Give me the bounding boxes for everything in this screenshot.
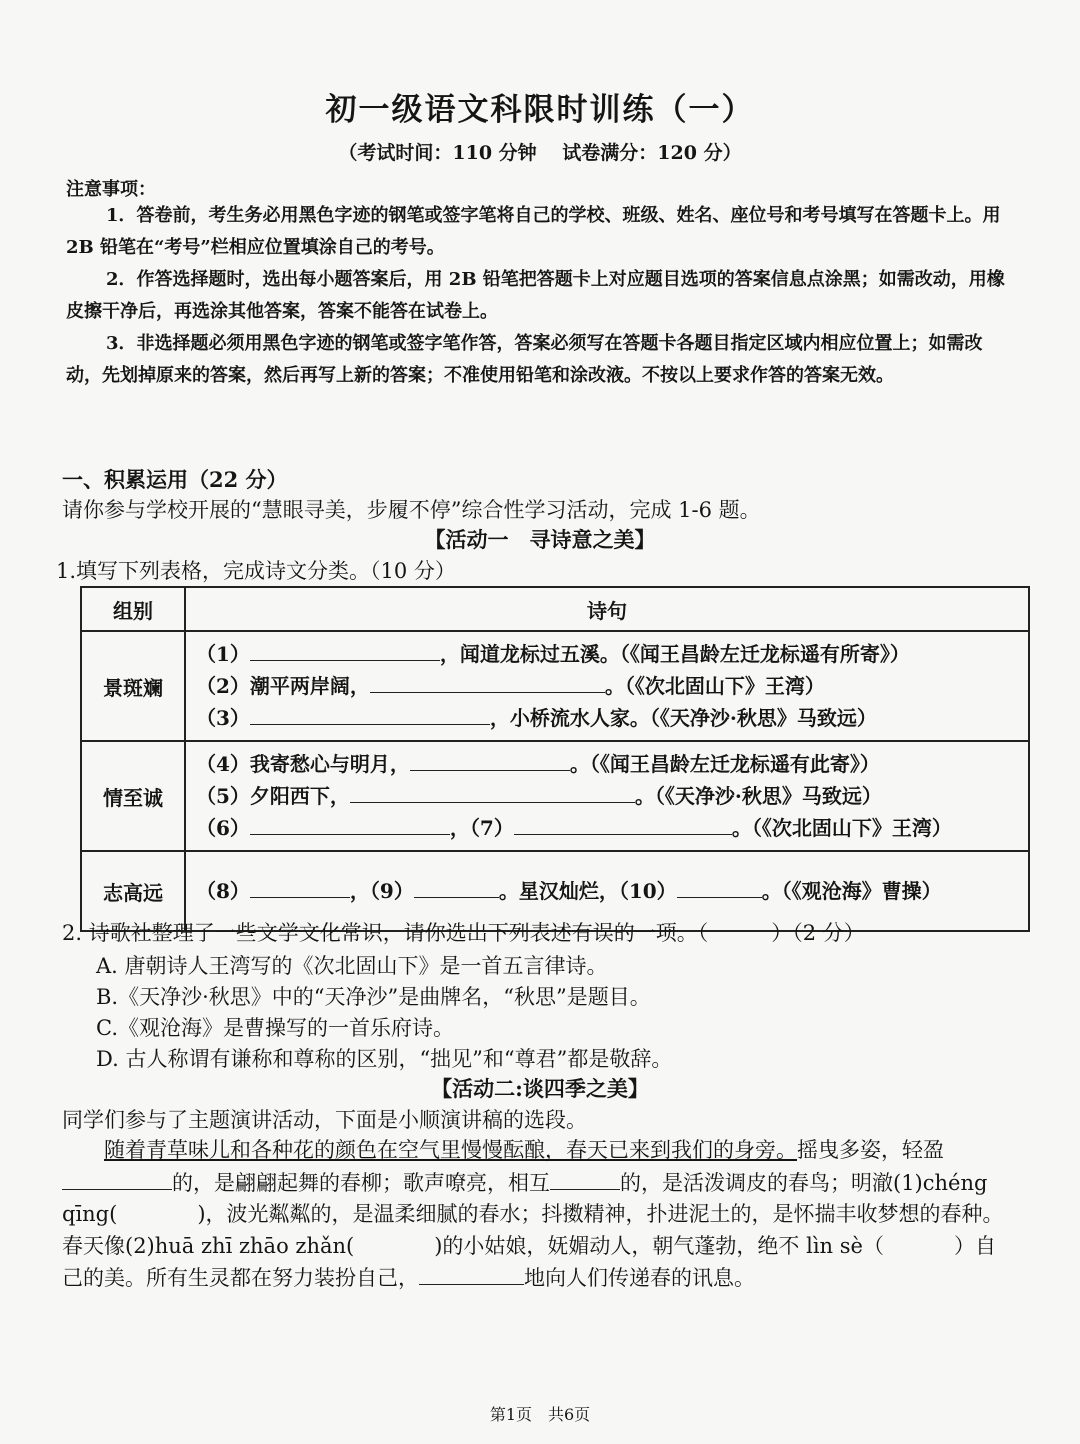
poem-line-8 xyxy=(196,875,1018,907)
option-d: D. 古人称谓有谦称和尊称的区别，“拙见”和“尊君”都是敬辞。 xyxy=(96,1047,673,1071)
passage-text: ）自己的美。所有生灵都在努力装扮自己， xyxy=(62,1233,996,1290)
answer-blank[interactable] xyxy=(414,875,499,898)
exam-info: （考试时间：110 分钟 试卷满分：120 分） xyxy=(338,142,742,164)
poem-line-6 xyxy=(196,812,1018,844)
line-prefix: （5）夕阳西下， xyxy=(196,784,350,808)
poem-line-1 xyxy=(196,638,1018,670)
group-lines xyxy=(185,741,1029,851)
answer-blank[interactable] xyxy=(550,1167,620,1190)
activity-1-heading: 【活动一 寻诗意之美】 xyxy=(424,527,656,552)
passage-text: 地向人们传递春的讯息。 xyxy=(524,1266,755,1290)
col-header-lines: 诗句 xyxy=(185,587,1029,631)
answer-blank[interactable] xyxy=(677,875,762,898)
question-1: 1.填写下列表格，完成诗文分类。（10 分） xyxy=(56,559,456,583)
option-a: A. 唐朝诗人王湾写的《次北固山下》是一首五言律诗。 xyxy=(96,954,608,978)
option-b: B.《天净沙·秋思》中的“天净沙”是曲牌名，“秋思”是题目。 xyxy=(96,985,651,1009)
group-name: 景斑斓 xyxy=(81,631,185,741)
group-lines xyxy=(185,631,1029,741)
notice-item-1: 1．答卷前，考生务必用黑色字迹的钢笔或签字笔将自己的学校、班级、姓名、座位号和考号填写在答题卡上。用 2B 铅笔在“考号”栏相应位置填涂自己的考号。 xyxy=(66,205,1001,258)
line-prefix: （8） xyxy=(196,879,250,903)
col-header-group: 组别 xyxy=(81,587,185,631)
answer-blank[interactable] xyxy=(350,780,635,803)
line-suffix: ，小桥流水人家。（《天净沙·秋思》马致远） xyxy=(489,706,877,730)
line-prefix: （6） xyxy=(196,816,250,840)
answer-blank[interactable] xyxy=(250,812,450,835)
poem-table xyxy=(80,586,1030,932)
answer-blank[interactable] xyxy=(250,875,350,898)
answer-blank[interactable] xyxy=(419,1262,524,1285)
page-title: 初一级语文科限时训练（一） xyxy=(325,92,755,128)
answer-blank[interactable] xyxy=(514,812,732,835)
poem-line-3 xyxy=(196,702,1018,734)
line-prefix: （3） xyxy=(196,706,250,730)
passage-text: 的，是翩翩起舞的春柳；歌声嘹亮，相互 xyxy=(172,1170,550,1195)
line-suffix: 。（《次北固山下》王湾） xyxy=(604,674,825,698)
line-suffix: 。（《次北固山下》王湾） xyxy=(731,816,952,840)
activity-2-intro: 同学们参与了主题演讲活动，下面是小顺演讲稿的选段。 xyxy=(62,1108,587,1132)
passage-text: )的小姑娘，妩媚动人，朝气蓬勃，绝不 lìn sè（ xyxy=(434,1233,884,1258)
notice-item-2: 2．作答选择题时，选出每小题答案后，用 2B 铅笔把答题卡上对应题目选项的答案信息点涂黑；如需改动，用橡皮擦干净后，再选涂其他答案，答案不能答在试卷上。 xyxy=(66,269,1005,322)
section-heading: 一、积累运用（22 分） xyxy=(62,467,288,492)
line-prefix: （4）我寄愁心与明月， xyxy=(196,752,410,776)
group-name: 情至诚 xyxy=(81,741,185,851)
question-2: 2. 诗歌社整理了一些文学文化常识，请你选出下列表述有误的一项。（ ）（2 分） xyxy=(62,921,865,945)
line-prefix: （2）潮平两岸阔， xyxy=(196,674,370,698)
group-name: 志高远 xyxy=(81,851,185,931)
poem-line-2 xyxy=(196,670,1018,702)
line-middle: 。星汉灿烂，（10） xyxy=(498,879,677,903)
page-number: 第1页 共6页 xyxy=(489,1405,591,1424)
passage-text: 的，是活泼调皮的春鸟；明澈(1)chéng qīng( xyxy=(62,1170,988,1226)
passage-text: )，波光粼粼的，是温柔细腻的春水；抖擞精神，扑进泥土的，是怀揣丰收梦想的春种。春天像(2)huā zhī zhāo zhǎn( xyxy=(62,1202,1004,1258)
notice-item-3: 3．非选择题必须用黑色字迹的钢笔或签字笔作答，答案必须写在答题卡各题目指定区域内相应位置上；如需改动，先划掉原来的答案，然后再写上新的答案；不准使用铅笔和涂改液。不按以上要求作答的答案无效。 xyxy=(66,333,983,386)
line-middle: ，（9） xyxy=(349,879,414,903)
answer-blank[interactable] xyxy=(410,748,570,771)
answer-blank[interactable] xyxy=(250,638,440,661)
speech-passage xyxy=(62,1135,1007,1295)
section-intro: 请你参与学校开展的“慧眼寻美，步履不停”综合性学习活动，完成 1-6 题。 xyxy=(62,498,761,522)
option-c: C.《观沧海》是曹操写的一首乐府诗。 xyxy=(96,1016,454,1040)
line-suffix: 。（《闻王昌龄左迁龙标遥有此寄》） xyxy=(569,752,880,776)
line-suffix: 。（《观沧海》曹操） xyxy=(761,879,942,903)
answer-blank[interactable] xyxy=(370,670,605,693)
poem-line-5 xyxy=(196,780,1018,812)
activity-2-heading: 【活动二:谈四季之美】 xyxy=(431,1076,649,1101)
poem-line-4 xyxy=(196,748,1018,780)
line-suffix: 。（《天净沙·秋思》马致远） xyxy=(634,784,882,808)
answer-blank[interactable] xyxy=(250,702,490,725)
underlined-sentence: 随着青草味儿和各种花的颜色在空气里慢慢酝酿，春天已来到我们的身旁。 xyxy=(104,1138,797,1162)
line-middle: ，（7） xyxy=(449,816,514,840)
passage-text: 摇曳多姿，轻盈 xyxy=(797,1138,944,1162)
line-suffix: ，闻道龙标过五溪。（《闻王昌龄左迁龙标遥有所寄》） xyxy=(439,642,910,666)
notice-heading: 注意事项： xyxy=(66,179,156,200)
line-prefix: （1） xyxy=(196,642,250,666)
answer-blank[interactable] xyxy=(62,1167,172,1190)
